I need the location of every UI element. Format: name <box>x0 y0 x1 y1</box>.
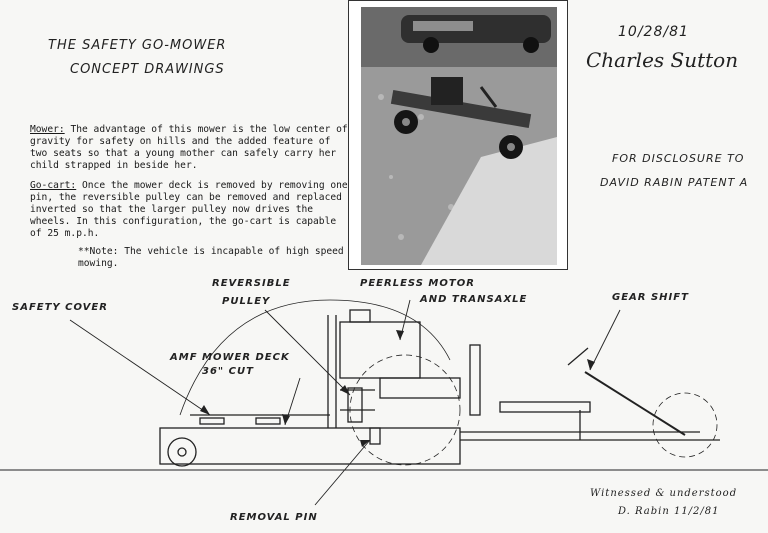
label-reversible-line-1: REVERSIBLE <box>212 278 291 289</box>
label-peerless-line-1: PEERLESS MOTOR <box>360 278 475 289</box>
label-amf-deck-line-2: 36" CUT <box>202 366 254 377</box>
label-gear-shift: GEAR SHIFT <box>612 292 689 303</box>
title-line-1: THE SAFETY GO-MOWER <box>48 38 227 53</box>
gocart-text: Once the mower deck is removed by removing one pin, the reversible pulley can be removed and replaced inverted so that the larger pulley now drives the wheels. In this configuration, the go-cart is capable of 25 m.p.h. <box>30 180 348 239</box>
label-reversible-line-2: PULLEY <box>222 296 271 307</box>
witness-line-1: Witnessed & understood <box>590 488 738 499</box>
disclosure-line-2: DAVID RABIN PATENT A <box>600 176 749 189</box>
note-heading: **Note: <box>78 246 119 257</box>
label-safety-cover: SAFETY COVER <box>12 302 108 313</box>
title-line-2: CONCEPT DRAWINGS <box>70 62 225 77</box>
disclosure-line-1: FOR DISCLOSURE TO <box>612 152 745 165</box>
label-amf-deck-line-1: AMF MOWER DECK <box>170 352 290 363</box>
label-peerless-line-2: AND TRANSAXLE <box>420 294 528 305</box>
gocart-heading: Go-cart: <box>30 180 77 191</box>
mower-text: The advantage of this mower is the low center of gravity for safety on hills and the added feature of two seats so that a young mother can safely carry her child strapped in beside her. <box>30 124 348 171</box>
signature-date: 10/28/81 <box>618 24 689 40</box>
label-removal-pin: REMOVAL PIN <box>230 512 318 523</box>
inventor-signature: Charles Sutton <box>586 48 739 72</box>
mower-heading: Mower: <box>30 124 65 135</box>
note-text: The vehicle is incapable of high speed mowing. <box>78 246 344 269</box>
witness-line-2: D. Rabin 11/2/81 <box>618 506 720 517</box>
